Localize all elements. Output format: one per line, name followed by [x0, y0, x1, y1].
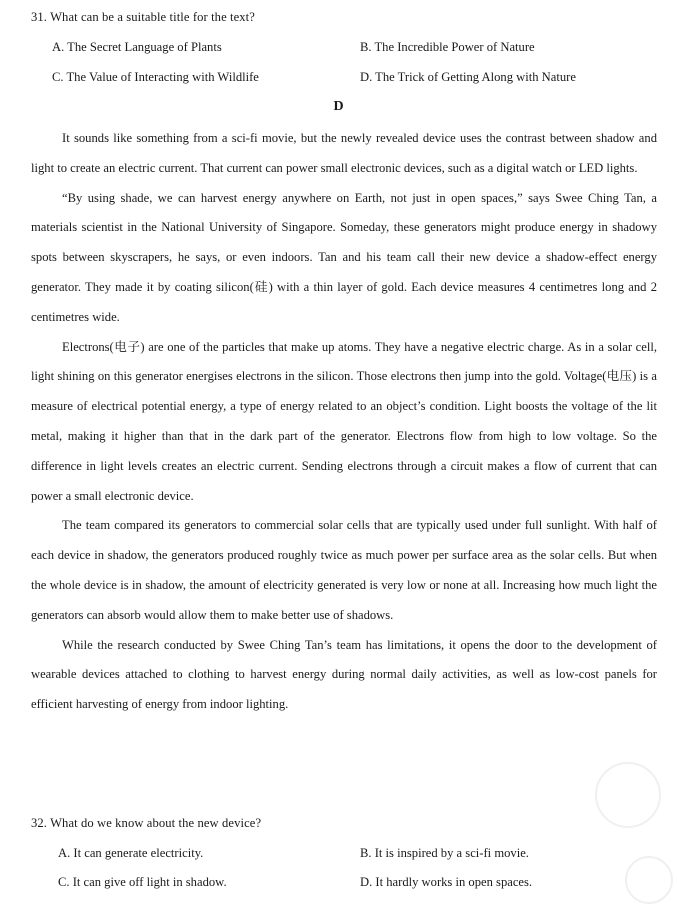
q31-option-b: B. The Incredible Power of Nature [360, 40, 535, 54]
paragraph-3: Electrons(电子) are one of the particles that make up atoms. They have a negative electric charge. As in a solar cell, light shining on this generator energises electrons in the silicon. Those electrons then jump into the gold. Voltage(电压) is a measure of electrical potential energy, a type of energy related to an object’s condition. Light boosts the voltage of the lit metal, making it higher than that in the dark part of the generator. Electrons flow from high to low voltage. So the difference in light levels creates an electric current. Sending electrons through a circuit makes a flow of current that can power a small electronic device. [31, 339, 657, 503]
question-31: 31. What can be a suitable title for the text? [31, 10, 255, 24]
q31-option-a: A. The Secret Language of Plants [52, 40, 222, 54]
paragraph-2: “By using shade, we can harvest energy anywhere on Earth, not just in open spaces,” says Swee Ching Tan, a materials scientist in the National University of Singapore. Someday, these generators might produce energy in shadowy spots between skyscrapers, he says, or even indoors. Tan and his team call their new device a shadow-effect energy generator. They made it by coating silicon(硅) with a thin layer of gold. Each device measures 4 centimetres long and 2 centimetres wide. [31, 190, 657, 324]
question-32: 32. What do we know about the new device? [31, 816, 262, 830]
reading-passage [31, 124, 657, 720]
q32-option-b: B. It is inspired by a sci-fi movie. [360, 846, 529, 860]
q32-option-c: C. It can give off light in shadow. [58, 875, 227, 889]
section-heading: D [333, 99, 344, 114]
q31-option-c: C. The Value of Interacting with Wildlife [52, 70, 259, 84]
q31-option-d: D. The Trick of Getting Along with Nature [360, 70, 576, 84]
paragraph-4: The team compared its generators to commercial solar cells that are typically used under full sunlight. With half of each device in shadow, the generators produced roughly twice as much power per surface area as the solar cells. But when the whole device is in shadow, the amount of electricity generated is very low or none at all. Increasing how much light the generators can absorb would allow them to make better use of shadows. [31, 518, 657, 622]
q32-option-d: D. It hardly works in open spaces. [360, 875, 533, 889]
paragraph-1: It sounds like something from a sci-fi movie, but the newly revealed device uses the contrast between shadow and light to create an electric current. That current can power small electronic devices, such as a digital watch or LED lights. [31, 131, 657, 175]
watermark-seal [595, 762, 661, 828]
paragraph-5: While the research conducted by Swee Ching Tan’s team has limitations, it opens the door to the development of wearable devices attached to clothing to harvest energy during normal daily activities, as well as low-cost panels for efficient harvesting of energy from indoor lighting. [31, 637, 657, 712]
q32-option-a: A. It can generate electricity. [58, 846, 204, 860]
